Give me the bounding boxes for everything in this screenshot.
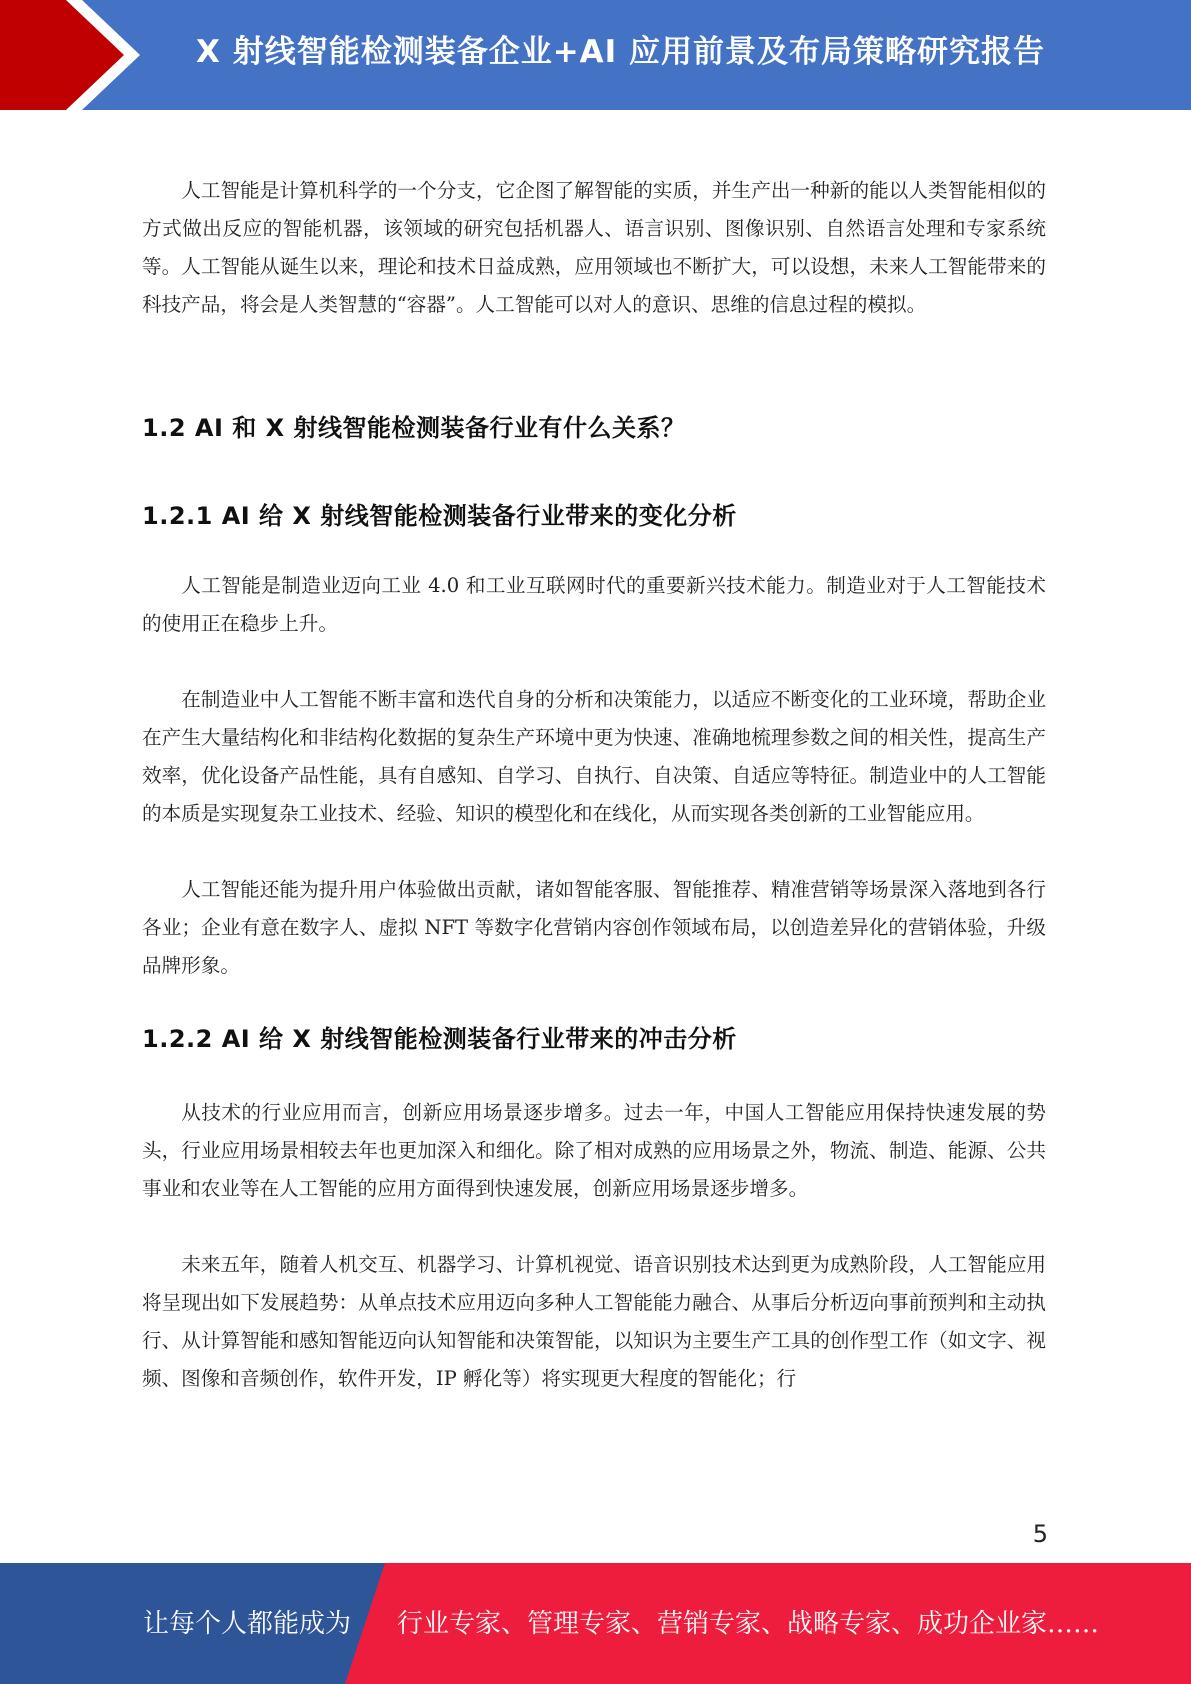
page-number: 5 <box>1032 1520 1048 1548</box>
paragraph: 人工智能是制造业迈向工业 4.0 和工业互联网时代的重要新兴技术能力。制造业对于人工智能技术的使用正在稳步上升。 <box>142 574 1046 635</box>
page-footer <box>0 1563 1191 1684</box>
report-title: X 射线智能检测装备企业+AI 应用前景及布局策略研究报告 <box>196 34 1045 70</box>
section-1-2-1-heading: 1.2.1 AI 给 X 射线智能检测装备行业带来的变化分析 <box>142 502 737 530</box>
paragraph: 从技术的行业应用而言，创新应用场景逐步增多。过去一年，中国人工智能应用保持快速发展的势头，行业应用场景相较去年也更加深入和细化。除了相对成熟的应用场景之外，物流、制造、能源、公共事业和农业等在人工智能的应用方面得到快速发展，创新应用场景逐步增多。 <box>142 1101 1046 1200</box>
paragraph: 未来五年，随着人机交互、机器学习、计算机视觉、语音识别技术达到更为成熟阶段，人工智能应用将呈现出如下发展趋势：从单点技术应用迈向多种人工智能能力融合、从事后分析迈向事前预判和主动执行、从计算智能和感知智能迈向认知智能和决策智能，以知识为主要生产工具的创作型工作（如文字、视频、图像和音频创作，软件开发，IP 孵化等）将实现更大程度的智能化；行 <box>142 1253 1046 1390</box>
footer-slogan-right: 行业专家、管理专家、营销专家、战略专家、成功企业家…… <box>397 1609 1100 1639</box>
page-content <box>142 172 1046 1398</box>
paragraph: 人工智能还能为提升用户体验做出贡献，诸如智能客服、智能推荐、精准营销等场景深入落地到各行各业；企业有意在数字人、虚拟 NFT 等数字化营销内容创作领域布局，以创造差异化的营销体验，升级品牌形象。 <box>142 878 1046 977</box>
footer-slogan-left: 让每个人都能成为 <box>143 1609 352 1639</box>
paragraph: 在制造业中人工智能不断丰富和迭代自身的分析和决策能力，以适应不断变化的工业环境，帮助企业在产生大量结构化和非结构化数据的复杂生产环境中更为快速、准确地梳理参数之间的相关性，提高生产效率，优化设备产品性能，具有自感知、自学习、自执行、自决策、自适应等特征。制造业中的人工智能的本质是实现复杂工业技术、经验、知识的模型化和在线化，从而实现各类创新的工业智能应用。 <box>142 688 1046 825</box>
section-1-2-2-heading: 1.2.2 AI 给 X 射线智能检测装备行业带来的冲击分析 <box>142 1025 737 1053</box>
intro-paragraph: 人工智能是计算机科学的一个分支，它企图了解智能的实质，并生产出一种新的能以人类智能相似的方式做出反应的智能机器，该领域的研究包括机器人、语言识别、图像识别、自然语言处理和专家系统等。人工智能从诞生以来，理论和技术日益成熟，应用领域也不断扩大，可以设想，未来人工智能带来的科技产品，将会是人类智慧的“容器”。人工智能可以对人的意识、思维的信息过程的模拟。 <box>142 179 1046 316</box>
header-arrow-decoration <box>0 0 150 110</box>
page-header <box>0 0 1191 110</box>
section-1-2-heading: 1.2 AI 和 X 射线智能检测装备行业有什么关系？ <box>142 414 686 442</box>
